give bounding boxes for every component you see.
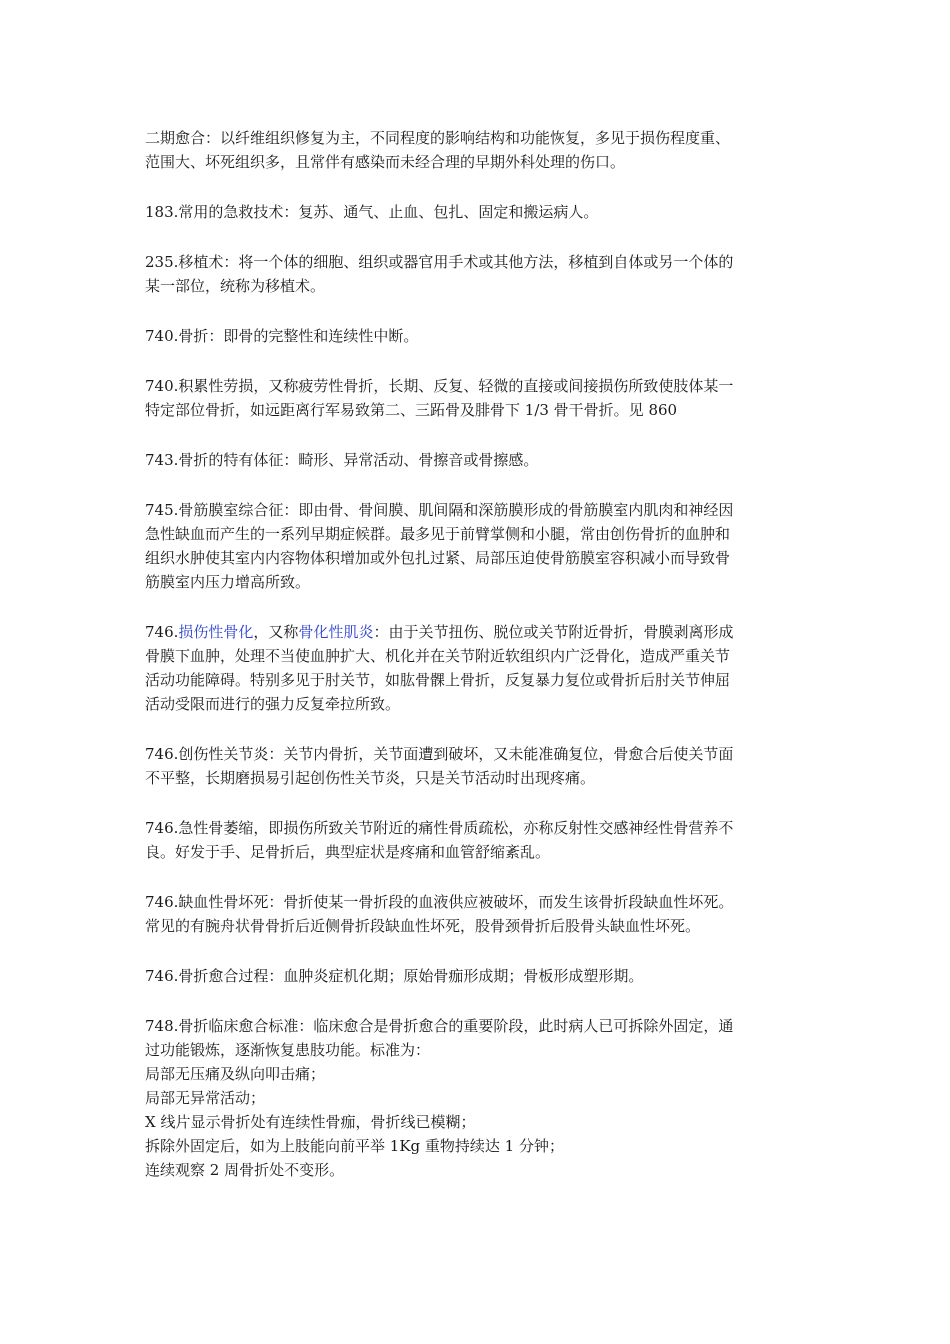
text-line: 743.骨折的特有体征：畸形、异常活动、骨擦音或骨擦感。 [145,451,539,469]
text-line: 235.移植术：将一个体的细胞、组织或器官用手术或其他方法，移植到自体或另一个体的 [145,253,734,271]
text-line: 183.常用的急救技术：复苏、通气、止血、包扎、固定和搬运病人。 [145,203,599,221]
criteria-item: 拆除外固定后，如为上肢能向前平举 1Kg 重物持续达 1 分钟； [145,1137,564,1155]
paragraph-transplant [145,250,809,298]
document-page [145,126,809,1208]
paragraph-first-aid [145,200,809,224]
text-line: 某一部位，统称为移植术。 [145,277,326,295]
text-line: 急性缺血而产生的一系列早期症候群。最多见于前臂掌侧和小腿，常由创伤骨折的血肿和 [145,525,731,543]
text-line: 常见的有腕舟状骨骨折后近侧骨折段缺血性坏死，股骨颈骨折后股骨头缺血性坏死。 [145,917,701,935]
paragraph-fracture-definition [145,324,809,348]
text-line: 740.骨折：即骨的完整性和连续性中断。 [145,327,419,345]
paragraph-traumatic-ossification [145,620,809,716]
text-line: 良。好发于手、足骨折后，典型症状是疼痛和血管舒缩紊乱。 [145,843,551,861]
text-line: 组织水肿使其室内内容物体积增加或外包扎过紧、局部压迫使骨筋膜室容积减小而导致骨 [145,549,731,567]
text-line: 范围大、坏死组织多，且常伴有感染而未经合理的早期外科处理的伤口。 [145,153,626,171]
paragraph-traumatic-arthritis [145,742,809,790]
text-line: 过功能锻炼，逐渐恢复患肢功能。标准为： [145,1041,431,1059]
text-line: 746.急性骨萎缩，即损伤所致关节附近的痛性骨质疏松，亦称反射性交感神经性骨营养不 [145,819,734,837]
text-mid: ，又称 [253,623,299,641]
text-line: 二期愈合：以纤维组织修复为主，不同程度的影响结构和功能恢复，多见于损伤程度重、 [145,129,731,147]
paragraph-compartment-syndrome [145,498,809,594]
text-line: 筋膜室内压力增高所致。 [145,573,311,591]
text-line: 746.骨折愈合过程：血肿炎症机化期；原始骨痂形成期；骨板形成塑形期。 [145,967,644,985]
text-line: 748.骨折临床愈合标准：临床愈合是骨折愈合的重要阶段，此时病人已可拆除外固定，通 [145,1017,734,1035]
link-traumatic-ossification[interactable]: 损伤性骨化 [178,623,254,641]
text-line-with-links [145,620,809,644]
text-line: 746.创伤性关节炎：关节内骨折，关节面遭到破坏，又未能准确复位，骨愈合后使关节面 [145,745,734,763]
paragraph-acute-bone-atrophy [145,816,809,864]
paragraph-fracture-signs [145,448,809,472]
text-line: 746.缺血性骨坏死：骨折使某一骨折段的血液供应被破坏，而发生该骨折段缺血性坏死。 [145,893,734,911]
paragraph-fatigue-fracture [145,374,809,422]
criteria-item: 局部无异常活动； [145,1089,266,1107]
text-prefix: 746. [145,623,179,641]
paragraph-healing-process [145,964,809,988]
text-line: 740.积累性劳损，又称疲劳性骨折，长期、反复、轻微的直接或间接损伤所致使肢体某一 [145,377,734,395]
paragraph-clinical-healing-criteria [145,1014,809,1182]
text-line: 不平整，长期磨损易引起创伤性关节炎，只是关节活动时出现疼痛。 [145,769,596,787]
text-line: 骨膜下血肿，处理不当使血肿扩大、机化并在关节附近软组织内广泛骨化，造成严重关节 [145,647,731,665]
text-line: 活动功能障碍。特别多见于肘关节，如肱骨髁上骨折，反复暴力复位或骨折后肘关节伸屈 [145,671,731,689]
text-line: 745.骨筋膜室综合征：即由骨、骨间膜、肌间隔和深筋膜形成的骨筋膜室内肌肉和神经因 [145,501,734,519]
text-line: 活动受限而进行的强力反复牵拉所致。 [145,695,401,713]
link-myositis-ossificans[interactable]: 骨化性肌炎 [298,623,374,641]
paragraph-secondary-healing [145,126,809,174]
criteria-item: 连续观察 2 周骨折处不变形。 [145,1161,345,1179]
criteria-item: X 线片显示骨折处有连续性骨痂，骨折线已模糊； [145,1113,476,1131]
text-line: 特定部位骨折，如远距离行军易致第二、三跖骨及腓骨下 1/3 骨干骨折。见 860 [145,401,678,419]
paragraph-avascular-necrosis [145,890,809,938]
text-rest: ：由于关节扭伤、脱位或关节附近骨折，骨膜剥离形成 [373,623,734,641]
criteria-item: 局部无压痛及纵向叩击痛； [145,1065,326,1083]
